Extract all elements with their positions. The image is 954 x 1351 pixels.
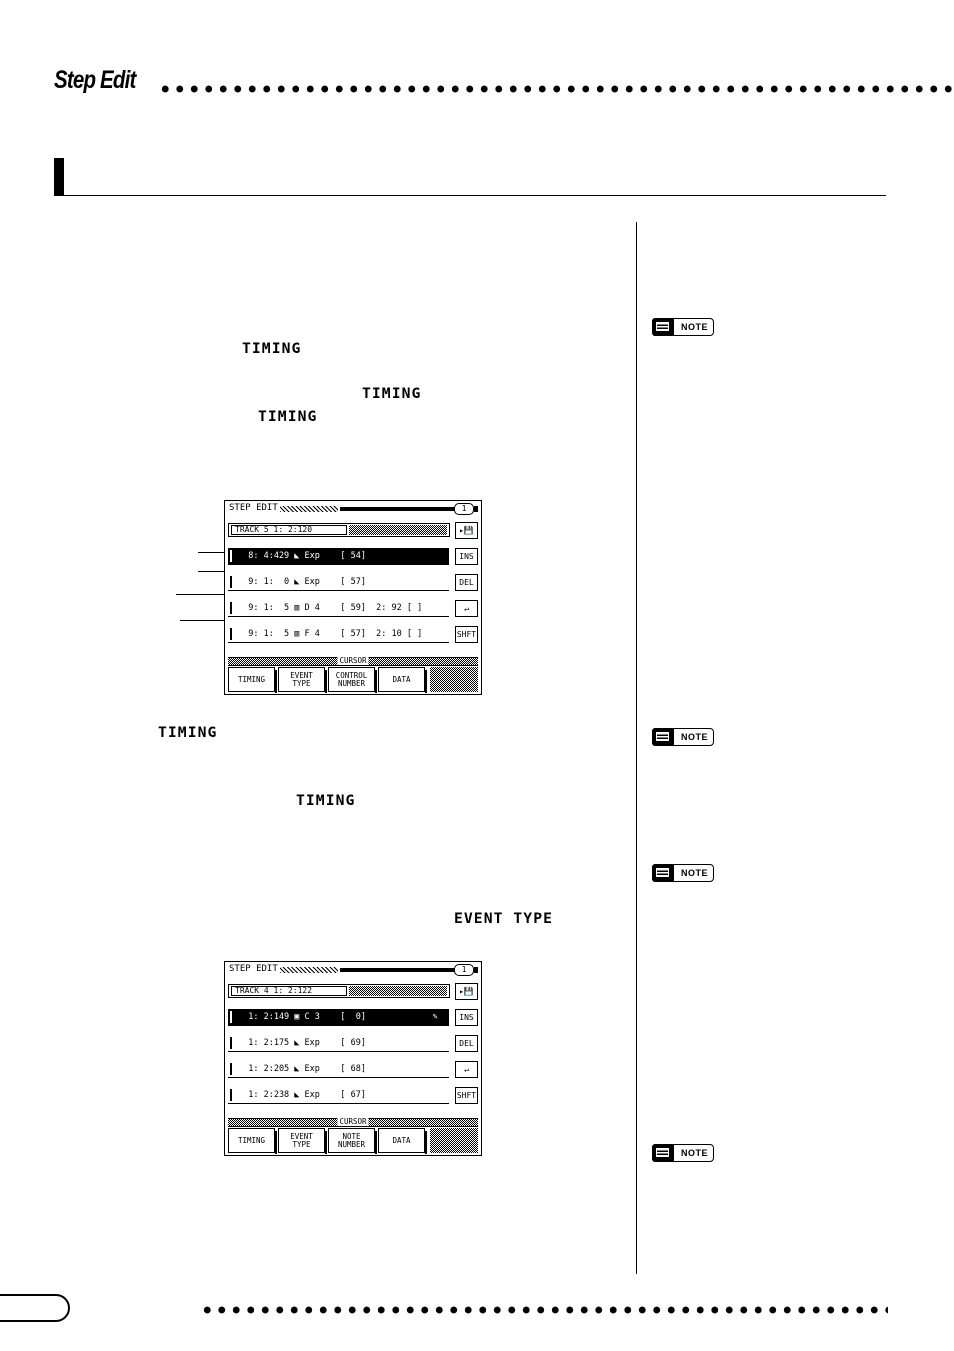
note-icon xyxy=(652,864,674,882)
section-heading-rule xyxy=(54,195,886,196)
timing-label-5: TIMING xyxy=(296,793,356,809)
timing-label-4: TIMING xyxy=(158,725,218,741)
lcd-page-indicator: 1 xyxy=(454,503,474,515)
footer-dot-leader xyxy=(200,1305,888,1315)
timing-label-1: TIMING xyxy=(242,341,302,357)
section-heading-bar xyxy=(54,158,64,196)
lcd-shift-button[interactable]: SHFT xyxy=(455,1087,478,1104)
lcd-data-button[interactable]: DATA xyxy=(378,1128,425,1153)
lcd-track-field[interactable] xyxy=(228,984,450,998)
lcd-enter-button[interactable]: ↵ xyxy=(455,600,478,617)
lcd-footer-hatch xyxy=(430,667,478,692)
note-badge xyxy=(652,728,714,746)
lcd-title-hatch xyxy=(280,967,338,973)
lcd-cursor-label: CURSOR xyxy=(339,656,367,665)
lcd-event-row[interactable]: 1: 2:238 ◣ Exp [ 67] xyxy=(228,1087,449,1104)
lcd-timing-button[interactable]: TIMING xyxy=(228,667,275,692)
lcd-save-button[interactable]: ▸💾 xyxy=(455,983,478,1000)
lcd-timing-button[interactable]: TIMING xyxy=(228,1128,275,1153)
lcd-save-button[interactable]: ▸💾 xyxy=(455,522,478,539)
lcd-track-value: TRACK 4 1: 2:122 xyxy=(231,986,347,996)
sidebar-divider xyxy=(636,222,637,1274)
lcd-title-bar xyxy=(228,503,478,515)
lcd-title-bar xyxy=(228,964,478,976)
lcd-event-type-button[interactable]: EVENT TYPE xyxy=(278,667,325,692)
lcd-enter-button[interactable]: ↵ xyxy=(455,1061,478,1078)
lcd-event-type-button[interactable]: EVENT TYPE xyxy=(278,1128,325,1153)
note-icon xyxy=(652,1144,674,1162)
lcd-track-hatch xyxy=(349,986,447,996)
lcd-cursor-bar xyxy=(228,1118,478,1127)
lcd-cursor-bar xyxy=(228,657,478,666)
lcd-title-hatch xyxy=(280,506,338,512)
lcd-title: STEP EDIT xyxy=(229,503,278,513)
timing-label-2: TIMING xyxy=(362,386,422,402)
note-badge xyxy=(652,318,714,336)
note-label: NOTE xyxy=(681,322,709,332)
lcd-screen-step-edit-2 xyxy=(224,961,482,1156)
lcd-title: STEP EDIT xyxy=(229,964,278,974)
lcd-track-value: TRACK 5 1: 2:120 xyxy=(231,525,347,535)
note-icon xyxy=(652,318,674,336)
lcd-insert-button[interactable]: INS xyxy=(455,548,478,565)
header-dot-leader xyxy=(158,84,954,94)
page-header-title: Step Edit xyxy=(54,66,136,94)
lcd-cursor-label: CURSOR xyxy=(339,1117,367,1126)
lcd-progress-bar xyxy=(340,968,456,972)
note-badge xyxy=(652,1144,714,1162)
lcd-track-field[interactable] xyxy=(228,523,450,537)
note-badge xyxy=(652,864,714,882)
lcd-page-indicator: 1 xyxy=(454,964,474,976)
lcd-event-row[interactable]: 9: 1: 0 ◣ Exp [ 57] xyxy=(228,574,449,591)
note-label: NOTE xyxy=(681,1148,709,1158)
lcd-insert-button[interactable]: INS xyxy=(455,1009,478,1026)
lcd-progress-bar xyxy=(340,507,456,511)
timing-label-3: TIMING xyxy=(258,409,318,425)
lcd-delete-button[interactable]: DEL xyxy=(455,574,478,591)
lcd-event-row[interactable]: 9: 1: 5 ▥ D 4 [ 59] 2: 92 [ ] xyxy=(228,600,449,617)
note-label: NOTE xyxy=(681,868,709,878)
lcd-event-row[interactable]: 1: 2:149 ▣ C 3 [ 0] ✎ xyxy=(228,1009,449,1026)
lcd-footer-hatch xyxy=(430,1128,478,1153)
lcd-event-row[interactable]: 9: 1: 5 ▥ F 4 [ 57] 2: 10 [ ] xyxy=(228,626,449,643)
page-number-tab xyxy=(0,1294,70,1322)
note-label: NOTE xyxy=(681,732,709,742)
event-type-label: EVENT TYPE xyxy=(454,911,554,927)
lcd-control-number-button[interactable]: CONTROL NUMBER xyxy=(328,667,375,692)
lcd-track-hatch xyxy=(349,525,447,535)
lcd-event-row[interactable]: 1: 2:205 ◣ Exp [ 68] xyxy=(228,1061,449,1078)
note-icon xyxy=(652,728,674,746)
lcd-note-number-button[interactable]: NOTE NUMBER xyxy=(328,1128,375,1153)
lcd-event-row[interactable]: 8: 4:429 ◣ Exp [ 54] xyxy=(228,548,449,565)
lcd-event-row[interactable]: 1: 2:175 ◣ Exp [ 69] xyxy=(228,1035,449,1052)
lcd-shift-button[interactable]: SHFT xyxy=(455,626,478,643)
lcd-screen-step-edit-1 xyxy=(224,500,482,695)
lcd-delete-button[interactable]: DEL xyxy=(455,1035,478,1052)
lcd-data-button[interactable]: DATA xyxy=(378,667,425,692)
